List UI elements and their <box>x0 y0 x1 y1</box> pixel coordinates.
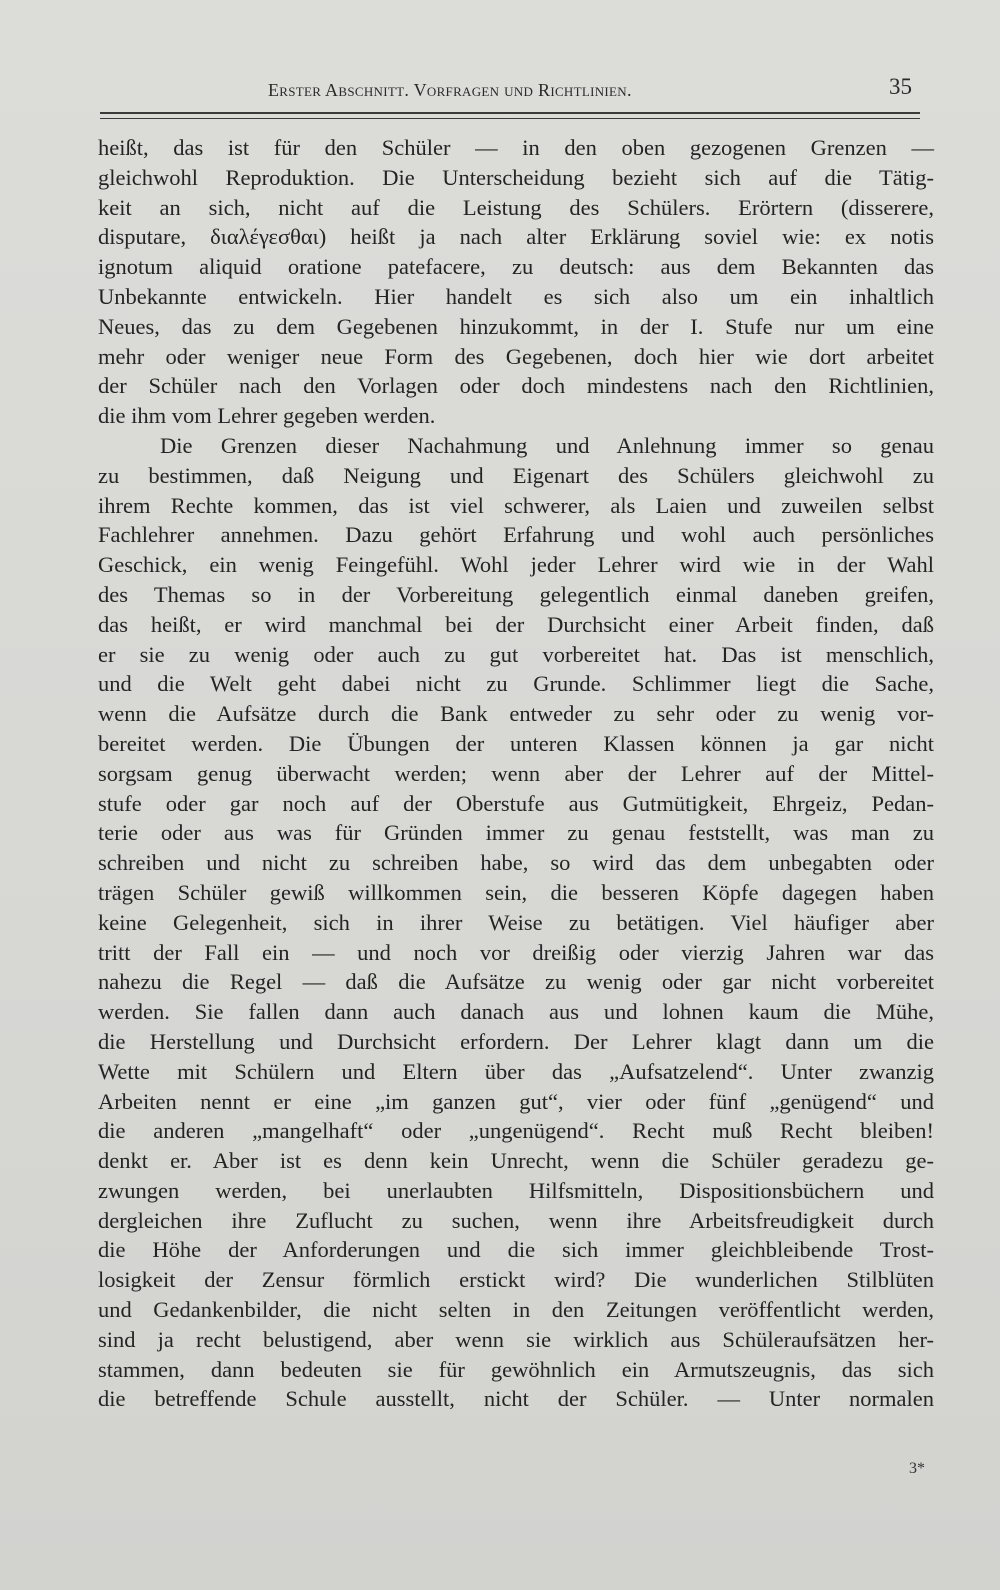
text-line: Unbekannte entwickeln. Hier handelt es sich also um ein inhaltlich <box>98 283 934 309</box>
text-line: und Gedankenbilder, die nicht selten in den Zeitungen veröffentlicht werden, <box>98 1297 934 1323</box>
text-line: sind ja recht belustigend, aber wenn sie wirklich aus Schüleraufsätzen her- <box>98 1326 934 1352</box>
text-line: die Höhe der Anforderungen und die sich immer gleichbleibende Trost- <box>98 1237 934 1263</box>
text-line: keine Gelegenheit, sich in ihrer Weise zu betätigen. Viel häufiger aber <box>98 909 934 935</box>
text-line: Neues, das zu dem Gegebenen hinzukommt, in der I. Stufe nur um eine <box>98 313 934 339</box>
text-line: Geschick, ein wenig Feingefühl. Wohl jeder Lehrer wird wie in der Wahl <box>98 552 934 578</box>
text-line: zu bestimmen, daß Neigung und Eigenart des Schülers gleichwohl zu <box>98 462 934 488</box>
text-line: Wette mit Schülern und Eltern über das „Aufsatzelend“. Unter zwanzig <box>98 1058 934 1084</box>
text-line: losigkeit der Zensur förmlich erstickt wird? Die wunderlichen Stilblüten <box>98 1267 934 1293</box>
text-line: gleichwohl Reproduktion. Die Unterscheidung bezieht sich auf die Tätig- <box>98 164 934 190</box>
text-line: stammen, dann bedeuten sie für gewöhnlich ein Armutszeugnis, das sich <box>98 1356 934 1382</box>
text-line: die betreffende Schule ausstellt, nicht der Schüler. — Unter normalen <box>98 1386 934 1412</box>
text-line: die ihm vom Lehrer gegeben werden. <box>98 403 436 429</box>
header-rule-thick <box>100 112 920 114</box>
text-line: ignotum aliquid oratione patefacere, zu deutsch: aus dem Bekannten das <box>98 254 934 280</box>
text-line: keit an sich, nicht auf die Leistung des Schülers. Erörtern (disserere, <box>98 194 934 220</box>
text-line: disputare, διαλέγεσθαι) heißt ja nach alter Erklärung soviel wie: ex notis <box>98 224 934 250</box>
signature-mark: 3* <box>909 1460 925 1477</box>
text-line: ihrem Rechte kommen, das ist viel schwerer, als Laien und zuweilen selbst <box>98 492 934 518</box>
text-line: mehr oder weniger neue Form des Gegebenen, doch hier wie dort arbeitet <box>98 343 934 369</box>
text-line: wenn die Aufsätze durch die Bank entweder zu sehr oder zu wenig vor- <box>98 701 934 727</box>
text-line: sorgsam genug überwacht werden; wenn aber der Lehrer auf der Mittel- <box>98 760 934 786</box>
text-line: denkt er. Aber ist es denn kein Unrecht, wenn die Schüler geradezu ge- <box>98 1148 934 1174</box>
text-line: Die Grenzen dieser Nachahmung und Anlehnung immer so genau <box>160 432 934 458</box>
text-line: des Themas so in der Vorbereitung gelegentlich einmal daneben greifen, <box>98 581 934 607</box>
text-line: Arbeiten nennt er eine „im ganzen gut“, vier oder fünf „genügend“ und <box>98 1088 934 1114</box>
text-line: er sie zu wenig oder auch zu gut vorbereitet hat. Das ist menschlich, <box>98 641 934 667</box>
text-line: und die Welt geht dabei nicht zu Grunde. Schlimmer liegt die Sache, <box>98 671 934 697</box>
text-line: stufe oder gar noch auf der Oberstufe aus Gutmütigkeit, Ehrgeiz, Pedan- <box>98 790 934 816</box>
text-line: zwungen werden, bei unerlaubten Hilfsmitteln, Dispositionsbüchern und <box>98 1177 934 1203</box>
text-line: Fachlehrer annehmen. Dazu gehört Erfahrung und wohl auch persönliches <box>98 522 934 548</box>
text-line: heißt, das ist für den Schüler — in den oben gezogenen Grenzen — <box>98 135 934 160</box>
text-line: dergleichen ihre Zuflucht zu suchen, wenn ihre Arbeitsfreudigkeit durch <box>98 1207 934 1233</box>
text-line: terie oder aus was für Gründen immer zu genau feststellt, was man zu <box>98 820 934 846</box>
header-rule-thin <box>100 118 920 119</box>
body-text <box>98 133 934 1414</box>
text-line: bereitet werden. Die Übungen der unteren Klassen können ja gar nicht <box>98 730 934 756</box>
running-header <box>100 72 920 112</box>
text-line: trägen Schüler gewiß willkommen sein, die besseren Köpfe dagegen haben <box>98 879 934 905</box>
text-line: nahezu die Regel — daß die Aufsätze zu wenig oder gar nicht vorbereitet <box>98 969 934 995</box>
text-line: das heißt, er wird manchmal bei der Durchsicht einer Arbeit finden, daß <box>98 611 934 637</box>
page-number: 35 <box>889 74 912 99</box>
text-line: werden. Sie fallen dann auch danach aus und lohnen kaum die Mühe, <box>98 999 934 1025</box>
text-line: tritt der Fall ein — und noch vor dreißig oder vierzig Jahren war das <box>98 939 934 965</box>
text-line: die anderen „mangelhaft“ oder „ungenügend“. Recht muß Recht bleiben! <box>98 1118 934 1144</box>
running-header-title: Erster Abschnitt. Vorfragen und Richtlinien. <box>268 80 632 100</box>
text-line: die Herstellung und Durchsicht erfordern. Der Lehrer klagt dann um die <box>98 1028 934 1054</box>
text-line: schreiben und nicht zu schreiben habe, so wird das dem unbegabten oder <box>98 850 934 876</box>
text-line: der Schüler nach den Vorlagen oder doch mindestens nach den Richtlinien, <box>98 373 934 399</box>
